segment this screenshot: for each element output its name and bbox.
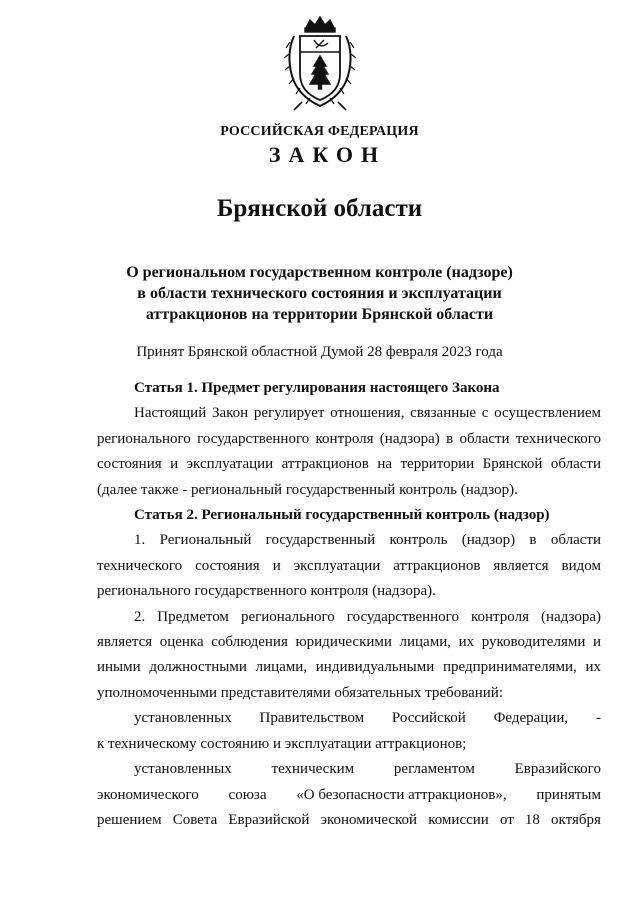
article-1-text: Настоящий Закон регулирует отношения, связанные с осуществлением регионального государственного контроля (надзора) в области технического состояния и эксплуатации аттракционов на территории Брянской области (далее также - региональный государственный контроль (надзор).	[97, 405, 601, 498]
list-item-2-line-3	[97, 808, 601, 833]
word: решением	[97, 811, 162, 828]
region-name: Брянской области	[216, 195, 423, 222]
word: союза	[228, 786, 267, 803]
word: Евразийской	[228, 811, 310, 828]
list-item-2-line-1	[97, 757, 601, 782]
coat-of-arms-emblem	[284, 14, 356, 112]
coat-of-arms-icon	[284, 14, 356, 112]
list-item-1-line-1	[97, 706, 601, 731]
word: Правительством	[259, 710, 365, 727]
word: от	[499, 811, 514, 828]
word: Федерации,	[493, 710, 569, 727]
word: октября	[551, 811, 601, 828]
law-title	[0, 262, 639, 325]
country-name: РОССИЙСКАЯ ФЕДЕРАЦИЯ	[220, 124, 419, 139]
word: установленных	[134, 710, 232, 727]
word: экономического	[97, 786, 199, 803]
word: установленных	[134, 761, 232, 778]
law-title-line: аттракционов на территории Брянской области	[145, 306, 494, 323]
word: техническим	[271, 761, 355, 778]
law-title-line: в области технического состояния и эксплуатации	[137, 285, 502, 302]
law-body	[97, 376, 601, 833]
list-item-2-line-2	[97, 783, 601, 808]
word: Евразийского	[514, 761, 601, 778]
document-type: ЗАКОН	[268, 142, 387, 167]
word: Российской	[391, 710, 466, 727]
list-item-1-line-2: к техническому состоянию и эксплуатации аттракционов;	[97, 735, 467, 752]
word: комиссии	[428, 811, 489, 828]
word: 18	[524, 811, 540, 828]
adoption-note: Принят Брянской областной Думой 28 февраля 2023 года	[136, 344, 503, 360]
word: «О безопасности аттракционов»,	[296, 786, 507, 803]
word: принятым	[536, 786, 601, 803]
word: -	[595, 710, 601, 727]
article-2-heading: Статья 2. Региональный государственный контроль (надзор)	[134, 507, 550, 524]
word: экономической	[320, 811, 418, 828]
law-title-line: О региональном государственном контроле (надзоре)	[126, 264, 513, 281]
word: Совета	[172, 811, 218, 828]
article-2-paragraph-1: 1. Региональный государственный контроль (надзор) в области технического состояния и эксплуатации аттракционов является видом регионального государственного контроля (надзора).	[97, 532, 601, 600]
article-1-heading: Статья 1. Предмет регулирования настоящего Закона	[134, 380, 500, 396]
word: регламентом	[393, 761, 475, 778]
article-2-paragraph-2: 2. Предметом регионального государственного контроля (надзора) является оценка соблюдения юридическими лицами, их руководителями и иными должностными лицами, индивидуальными предпринимателями, их уполномоченными представителями обязательных требований:	[97, 608, 601, 701]
